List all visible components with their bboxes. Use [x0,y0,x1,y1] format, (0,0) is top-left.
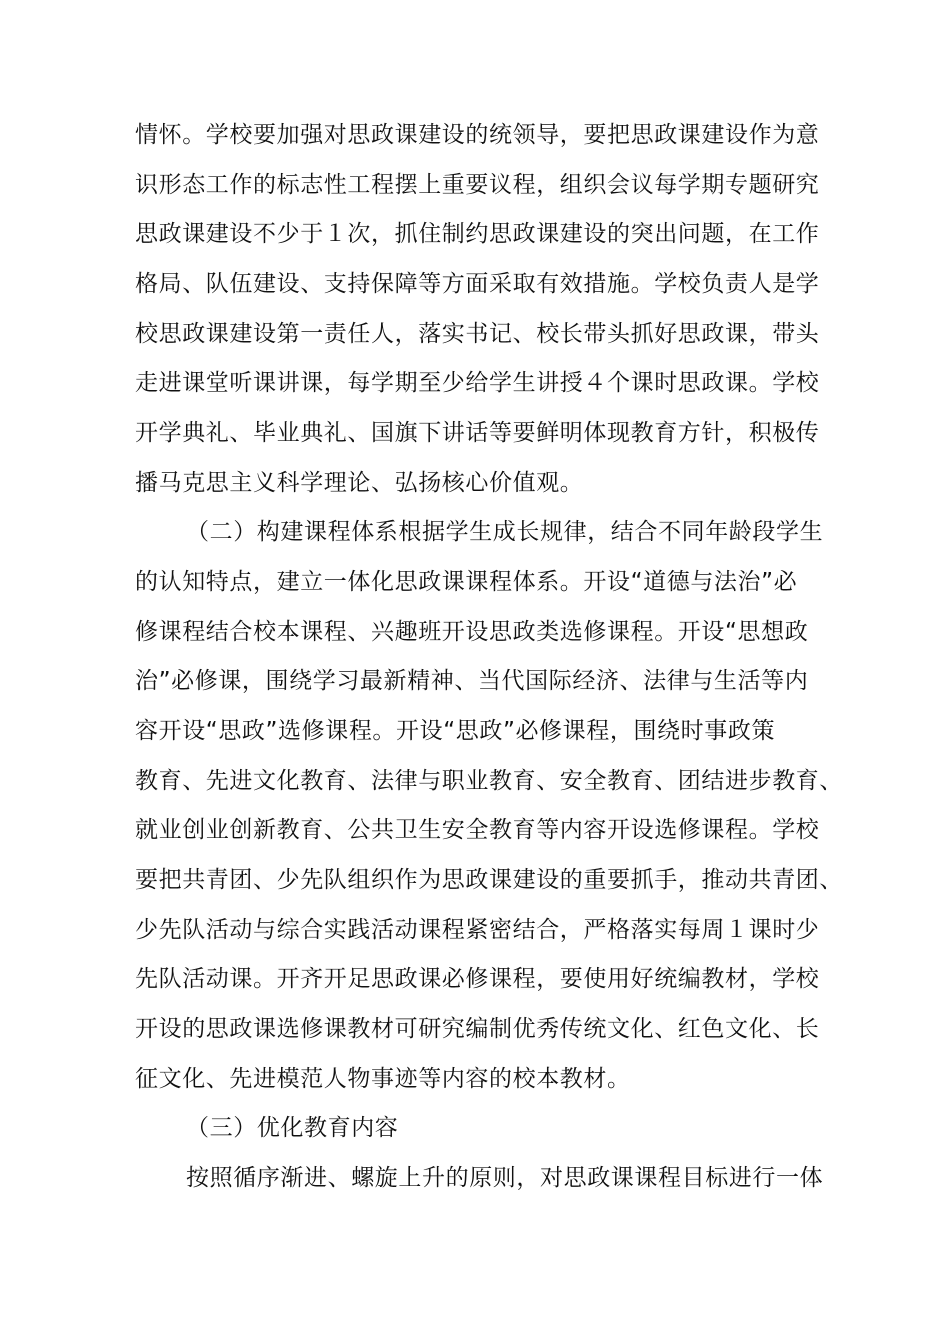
body-line: 征文化、先进模范人物事迹等内容的校本教材。 [135,1066,631,1092]
body-line: 按照循序渐进、螺旋上升的原则，对思政课课程目标进行一体 [186,1165,824,1191]
section-heading-3: （三）优化教育内容 [186,1115,399,1141]
body-line: 的认知特点，建立一体化思政课课程体系。开设“道德与法治”必 [135,569,798,595]
body-line: 格局、队伍建设、支持保障等方面采取有效措施。学校负责人是学 [135,271,820,297]
body-line: 走进课堂听课讲课，每学期至少给学生讲授４个课时思政课。学校 [135,370,820,396]
body-line: 修课程结合校本课程、兴趣班开设思政类选修课程。开设“思想政 [135,619,809,645]
body-line: 思政课建设不少于１次，抓住制约思政课建设的突出问题，在工作 [135,221,820,247]
body-line: 容开设“思政”选修课程。开设“思政”必修课程，围绕时事政策 [135,718,776,744]
body-line: 治”必修课，围绕学习最新精神、当代国际经济、法律与生活等内 [135,668,809,694]
body-line: 开设的思政课选修课教材可研究编制优秀传统文化、红色文化、长 [135,1016,820,1042]
body-line: 要把共青团、少先队组织作为思政课建设的重要抓手，推动共青团、 [135,867,843,893]
body-line: 识形态工作的标志性工程摆上重要议程，组织会议每学期专题研究 [135,172,820,198]
section-heading-2: （二）构建课程体系根据学生成长规律，结合不同年龄段学生 [186,519,824,545]
body-line: 教育、先进文化教育、法律与职业教育、安全教育、团结进步教育、 [135,768,843,794]
body-line: 就业创业创新教育、公共卫生安全教育等内容开设选修课程。学校 [135,817,820,843]
body-line: 播马克思主义科学理论、弘扬核心价值观。 [135,470,584,496]
body-line: 情怀。学校要加强对思政课建设的统领导，要把思政课建设作为意 [135,122,820,148]
body-line: 先队活动课。开齐开足思政课必修课程，要使用好统编教材，学校 [135,966,820,992]
body-line: 校思政课建设第一责任人，落实书记、校长带头抓好思政课，带头 [135,321,820,347]
body-line: 少先队活动与综合实践活动课程紧密结合，严格落实每周１课时少 [135,917,820,943]
body-line: 开学典礼、毕业典礼、国旗下讲话等要鲜明体现教育方针，积极传 [135,420,820,446]
